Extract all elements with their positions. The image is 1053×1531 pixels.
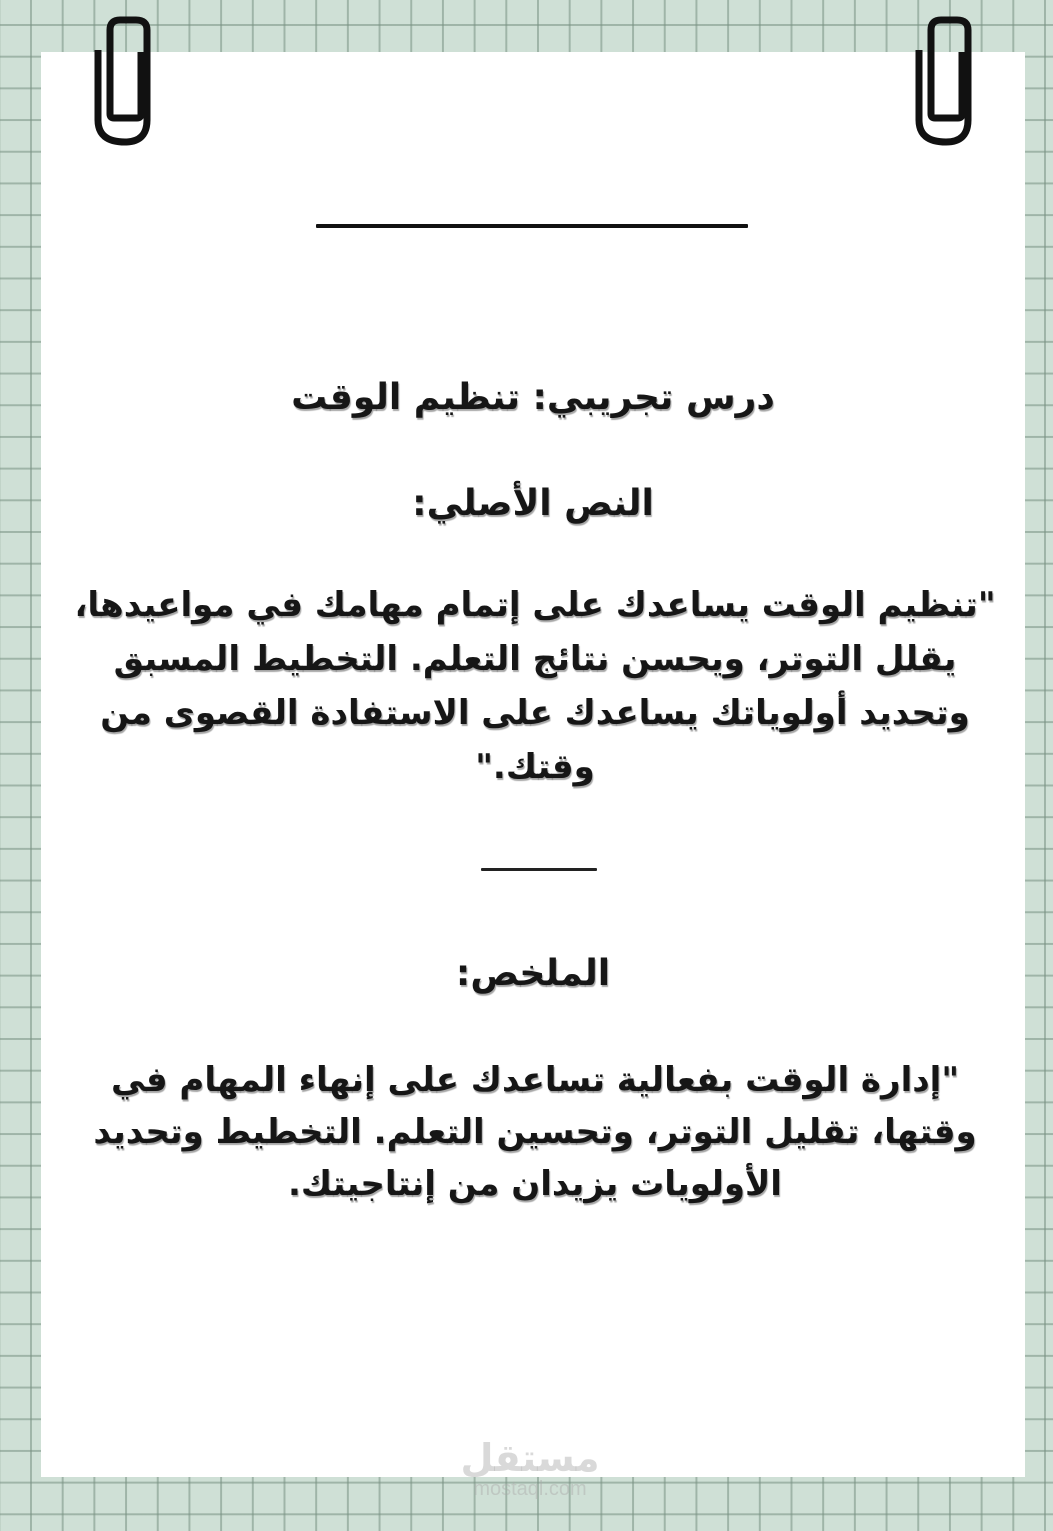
top-divider xyxy=(316,224,748,228)
watermark-latin: mostaql.com xyxy=(473,1478,587,1500)
summary-heading: الملخص: xyxy=(455,953,611,994)
watermark-arabic: مستقل xyxy=(460,1436,600,1480)
paperclip-right-icon xyxy=(913,16,981,148)
section-divider xyxy=(481,868,597,871)
paperclip-left-icon xyxy=(92,16,160,148)
summary-body: "إدارة الوقت بفعالية تساعدك على إنهاء المهام في وقتها، تقليل التوتر، وتحسين التعلم. التخطيط وتحديد الأولويات يزيدان من إنتاجيتك. xyxy=(93,1060,977,1204)
original-text-heading: النص الأصلي: xyxy=(412,483,654,524)
page-title: درس تجريبي: تنظيم الوقت xyxy=(291,377,775,418)
original-text-body: "تنظيم الوقت يساعدك على إتمام مهامك في مواعيدها، يقلل التوتر، ويحسن نتائج التعلم. التخطيط المسبق وتحديد أولوياتك يساعدك على الاستفادة القصوى من وقتك." xyxy=(74,585,996,787)
